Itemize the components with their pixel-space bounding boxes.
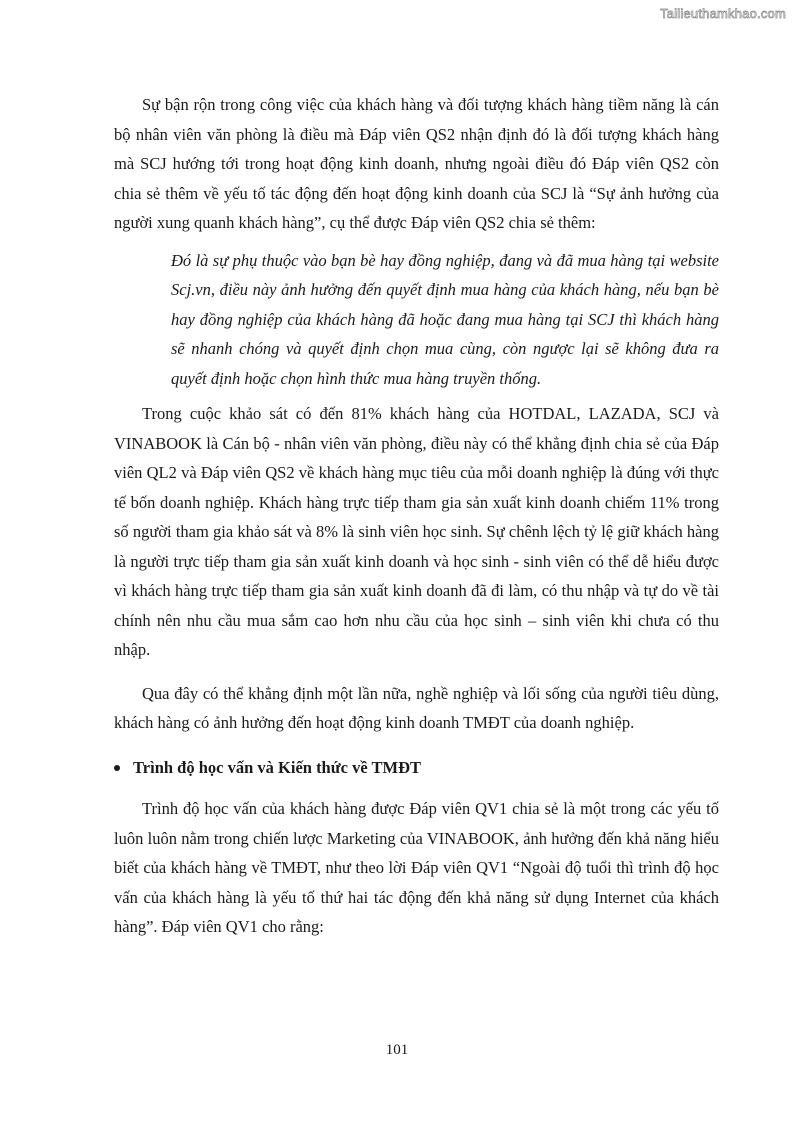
section-heading-text: Trình độ học vấn và Kiến thức về TMĐT — [133, 757, 421, 777]
watermark: Tailieuthamkhao.com — [660, 6, 786, 21]
section-heading — [114, 753, 719, 783]
paragraph-conclusion: Qua đây có thể khẳng định một lần nữa, nghề nghiệp và lối sống của người tiêu dùng, khách hàng có ảnh hưởng đến hoạt động kinh doanh TMĐT của doanh nghiệp. — [114, 683, 719, 732]
paragraph-intro: Sự bận rộn trong công việc của khách hàng và đối tượng khách hàng tiềm năng là cán bộ nhân viên văn phòng là điều mà Đáp viên QS2 nhận định đó là đối tượng khách hàng mà SCJ hướng tới trong hoạt động kinh doanh, nhưng ngoài điều đó Đáp viên QS2 còn chia sẻ thêm về yếu tố tác động đến hoạt động kinh doanh của SCJ là “Sự ảnh hưởng của người xung quanh khách hàng”, cụ thể được Đáp viên QS2 chia sẻ thêm: — [114, 95, 719, 232]
bullet-icon — [114, 765, 120, 771]
paragraph-survey: Trong cuộc khảo sát có đến 81% khách hàng của HOTDAL, LAZADA, SCJ và VINABOOK là Cán bộ - nhân viên văn phòng, điều này có thể khẳng định chia sẻ của Đáp viên QL2 và Đáp viên QS2 về khách hàng mục tiêu của mỗi doanh nghiệp là đúng với thực tế bốn doanh nghiệp. Khách hàng trực tiếp tham gia sản xuất kinh doanh chiếm 11% trong số người tham gia khảo sát và 8% là sinh viên học sinh. Sự chênh lệch tỷ lệ giữ khách hàng là người trực tiếp tham gia sản xuất kinh doanh và học sinh - sinh viên có thể dễ hiểu được vì khách hàng trực tiếp tham gia sản xuất kinh doanh đã đi làm, có thu nhập và tự do về tài chính nên nhu cầu mua sắm cao hơn nhu cầu của học sinh – sinh viên khi chưa có thu nhập. — [114, 404, 719, 659]
page-number: 101 — [385, 1042, 409, 1058]
document-body — [114, 90, 719, 942]
interview-quote: Đó là sự phụ thuộc vào bạn bè hay đồng nghiệp, đang và đã mua hàng tại website Scj.vn, điều này ảnh hưởng đến quyết định mua hàng của khách hàng, nếu bạn bè hay đồng nghiệp của khách hàng đã hoặc đang mua hàng tại SCJ thì khách hàng sẽ nhanh chóng và quyết định chọn mua cùng, còn ngược lại sẽ không đưa ra quyết định hoặc chọn hình thức mua hàng truyền thống. — [171, 250, 719, 388]
paragraph-education: Trình độ học vấn của khách hàng được Đáp viên QV1 chia sẻ là một trong các yếu tố luôn luôn nằm trong chiến lược Marketing của VINABOOK, ảnh hưởng đến khả năng hiểu biết của khách hàng về TMĐT, như theo lời Đáp viên QV1 “Ngoài độ tuổi thì trình độ học vấn của khách hàng là yếu tố thứ hai tác động đến khả năng sử dụng Internet của khách hàng”. Đáp viên QV1 cho rằng: — [114, 799, 719, 936]
